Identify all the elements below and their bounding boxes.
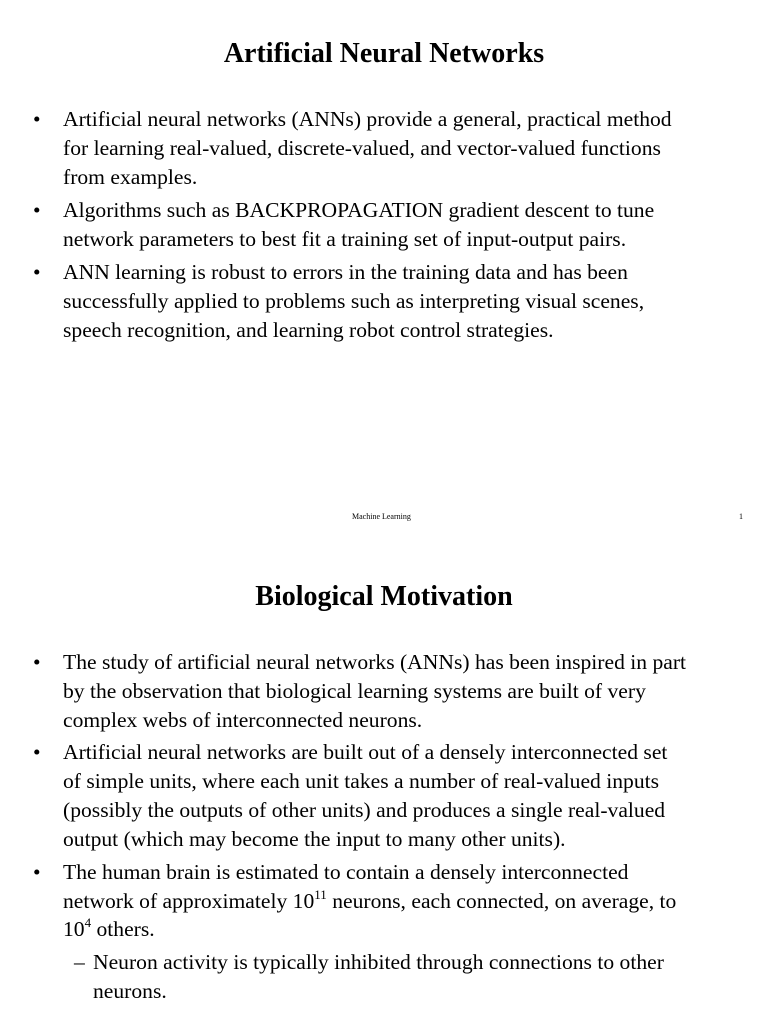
bullet-line: The study of artificial neural networks (ANNs) has been inspired in part: [63, 650, 687, 674]
slide-title: Biological Motivation: [255, 581, 513, 612]
text: neurons, each connected, on average, to: [326, 889, 677, 913]
bullet-line: successfully applied to problems such as interpreting visual scenes,: [63, 289, 645, 313]
exponent: 11: [314, 887, 327, 902]
bullet-line: from examples.: [63, 165, 198, 189]
bullet-line: [63, 887, 676, 916]
bullet-line: network parameters to best fit a training set of input-output pairs.: [63, 227, 627, 251]
slide-footer: Machine Learning: [352, 512, 411, 521]
bullet-line: for learning real-valued, discrete-valued, and vector-valued functions: [63, 136, 661, 160]
bullet-icon: •: [33, 860, 41, 884]
exponent: 4: [84, 915, 92, 930]
text: network of approximately 10: [63, 889, 315, 913]
bullet-icon: •: [33, 650, 41, 674]
bullet-icon: •: [33, 107, 41, 131]
bullet-line: Artificial neural networks are built out of a densely interconnected set: [63, 740, 668, 764]
subbullet-line: neurons.: [93, 979, 167, 1003]
bullet-line: complex webs of interconnected neurons.: [63, 708, 423, 732]
bullet-line: [63, 915, 155, 944]
bullet-line: The human brain is estimated to contain a densely interconnected: [63, 860, 629, 884]
bullet-line: output (which may become the input to many other units).: [63, 827, 566, 851]
bullet-line: (possibly the outputs of other units) and produces a single real-valued: [63, 798, 666, 822]
page-number: 1: [739, 512, 743, 521]
bullet-line: speech recognition, and learning robot control strategies.: [63, 318, 554, 342]
text: others.: [91, 917, 155, 941]
bullet-line: by the observation that biological learning systems are built of very: [63, 679, 646, 703]
slide-title: Artificial Neural Networks: [223, 38, 545, 69]
bullet-line: of simple units, where each unit takes a number of real-valued inputs: [63, 769, 660, 793]
bullet-icon: •: [33, 260, 41, 284]
bullet-line: Algorithms such as BACKPROPAGATION gradient descent to tune: [63, 198, 655, 222]
bullet-icon: •: [33, 740, 41, 764]
bullet-line: Artificial neural networks (ANNs) provide a general, practical method: [63, 107, 672, 131]
bullet-icon: •: [33, 198, 41, 222]
dash-icon: –: [74, 950, 85, 974]
text: 10: [63, 917, 85, 941]
subbullet-line: Neuron activity is typically inhibited through connections to other: [93, 950, 664, 974]
bullet-line: ANN learning is robust to errors in the training data and has been: [63, 260, 628, 284]
